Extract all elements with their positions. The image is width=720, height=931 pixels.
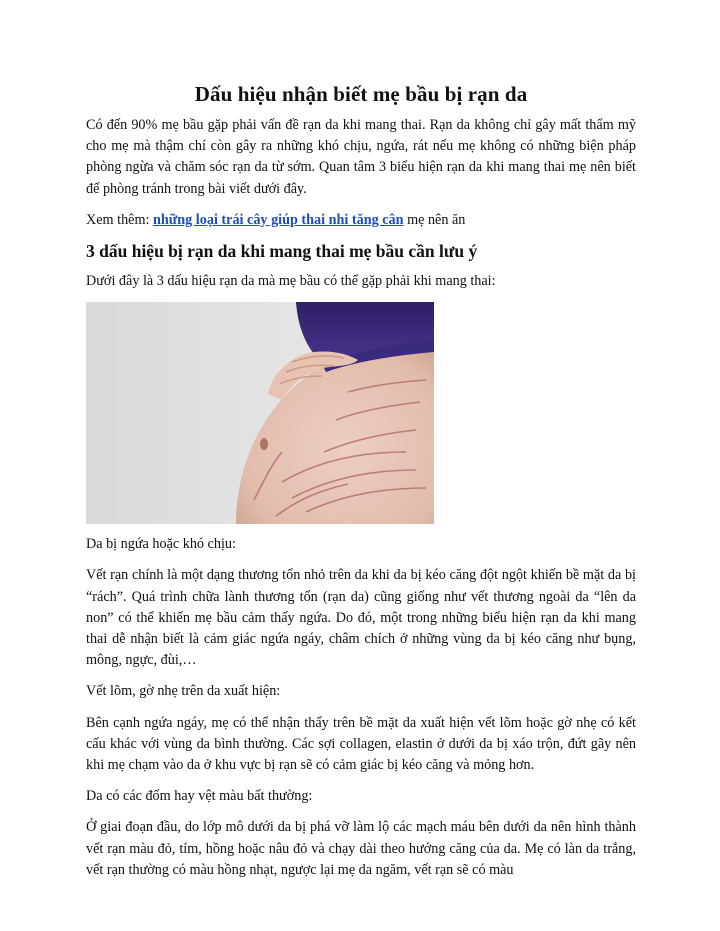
sign-3-label: Da có các đốm hay vệt màu bất thường:	[86, 788, 313, 805]
sign-3-text: Ở giai đoạn đầu, do lớp mô dưới da bị phá vỡ làm lộ các mạch máu bên dưới da nên hình thành vết rạn màu đỏ, tím, hồng hoặc nâu đỏ và chạy dài theo hướng căng của da. Mẹ có làn da trắng, vết rạn thường có màu hồng nhạt, ngược lại mẹ da ngăm, vết rạn sẽ có màu	[86, 819, 636, 878]
intro-paragraph: Có đến 90% mẹ bầu gặp phải vấn đề rạn da khi mang thai. Rạn da không chỉ gây mất thẩm mỹ cho mẹ mà thậm chí còn gây ra những khó chịu, ngứa, rát nếu mẹ không có những biện pháp phòng ngừa và chăm sóc rạn da từ sớm. Quan tâm 3 biểu hiện rạn da khi mang thai mẹ nên biết để phòng tránh trong bài viết dưới đây.	[86, 117, 636, 197]
see-more-prefix: Xem thêm:	[86, 211, 153, 228]
section-heading: 3 dấu hiệu bị rạn da khi mang thai mẹ bầu cần lưu ý	[86, 241, 478, 262]
belly-illustration	[86, 302, 434, 524]
article-title: Dấu hiệu nhận biết mẹ bầu bị rạn da	[194, 82, 528, 106]
see-more-suffix: mẹ nên ăn	[403, 211, 466, 228]
see-more-line	[86, 210, 636, 231]
section-intro: Dưới đây là 3 dấu hiệu rạn da mà mẹ bầu có thể gặp phải khi mang thai:	[86, 273, 496, 290]
article-content	[86, 82, 636, 891]
pregnant-belly-photo	[86, 302, 434, 524]
sign-2-label: Vết lõm, gờ nhẹ trên da xuất hiện:	[86, 683, 281, 700]
sign-1-text: Vết rạn chính là một dạng thương tổn nhỏ trên da khi da bị kéo căng đột ngột khiến bề mặt da bị “rách”. Quá trình chữa lành thương tổn (rạn da) cũng giống như vết thương ngoài da “lên da non” có thể khiến mẹ bầu cảm thấy ngứa. Do đó, một trong những biểu hiện rạn da khi mang thai dễ nhận biết là cảm giác ngứa ngáy, châm chích ở những vùng da bị kéo căng như bụng, mông, ngực, đùi,…	[86, 567, 636, 669]
see-more-link[interactable]: những loại trái cây giúp thai nhi tăng cân	[152, 211, 404, 228]
sign-1-label: Da bị ngứa hoặc khó chịu:	[86, 536, 236, 553]
sign-2-text: Bên cạnh ngứa ngáy, mẹ có thể nhận thấy trên bề mặt da xuất hiện vết lõm hoặc gờ nhẹ có kết cấu khác với vùng da bình thường. Các sợi collagen, elastin ở dưới da bị xáo trộn, đứt gãy nên khi mẹ chạm vào da ở khu vực bị rạn sẽ có cảm giác bị kéo căng và mỏng hơn.	[86, 714, 636, 774]
